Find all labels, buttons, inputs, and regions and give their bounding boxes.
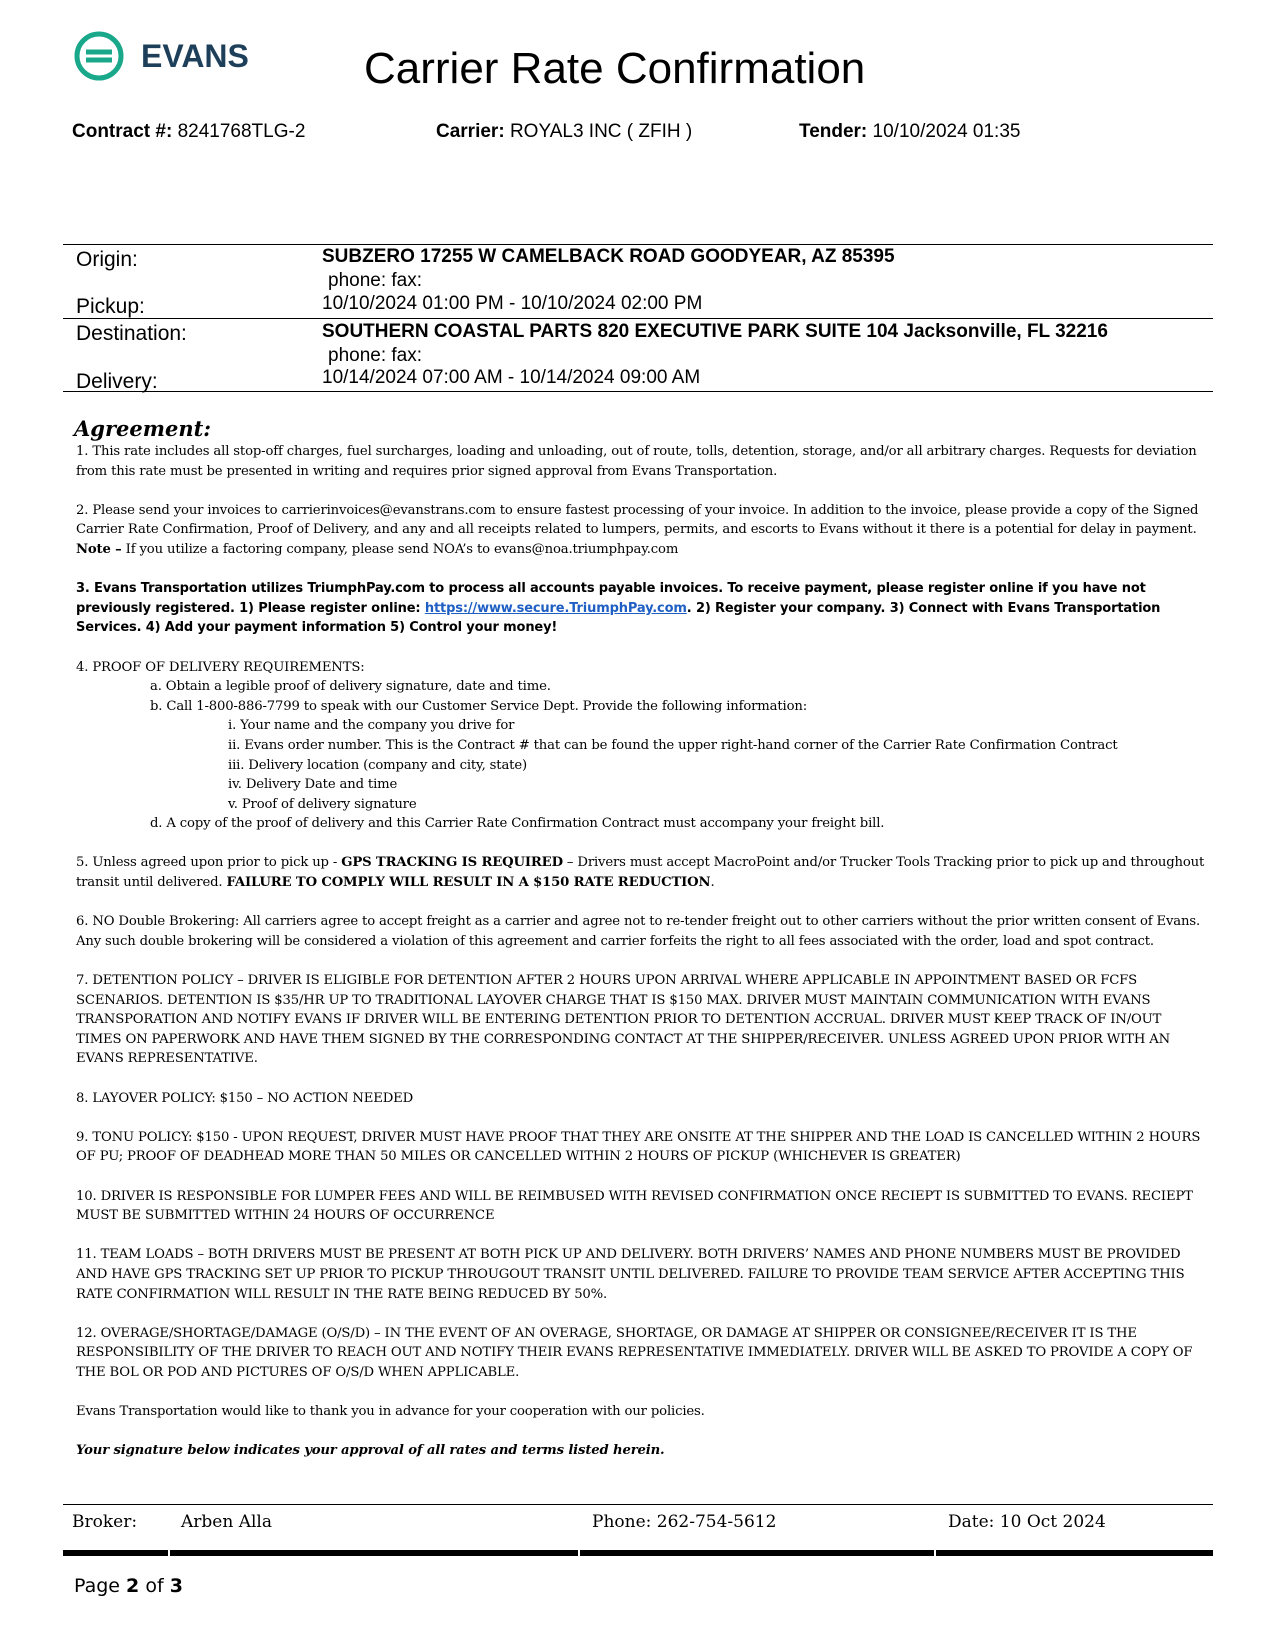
list-item: a. Obtain a legible proof of delivery signature, date and time. xyxy=(150,679,551,695)
evans-logo xyxy=(73,28,273,88)
delivery-label: Delivery: xyxy=(76,370,158,393)
agreement-clause-7: 7. DETENTION POLICY – DRIVER IS ELIGIBLE FOR DETENTION AFTER 2 HOURS UPON ARRIVAL WHERE APPLICABLE IN APPOINTMENT BASED OR FCFS SCENARIOS. DETENTION IS $35/HR UP TO TRADITIONAL LAYOVER CHARGE THAT IS $150 MAX. DRIVER MUST MAINTAIN COMMUNICATION WITH EVANS TRANSPORATION AND NOTIFY EVANS IF DRIVER WILL BE ENTERING DETENTION PRIOR TO DETENTION ACCRUAL. DRIVER MUST KEEP TRACK OF IN/OUT TIMES ON PAPERWORK AND HAVE THEM SIGNED BY THE CORRESPONDING CONTACT AT THE SHIPPER/RECEIVER. UNLESS AGREED UPON PRIOR WITH AN EVANS REPRESENTATIVE. xyxy=(76,973,1171,1067)
contract-label: Contract #: xyxy=(72,121,173,142)
agreement-clause-5: 5. Unless agreed upon prior to pick up - GPS TRACKING IS REQUIRED – Drivers must accept MacroPoint and/or Trucker Tools Tracking prior to pick up and throughout transit until delivered. FAILURE TO COMPLY WILL RESULT IN A $150 RATE REDUCTION. xyxy=(76,855,1205,891)
agreement-clause-4 xyxy=(76,658,1206,834)
origin-label: Origin: xyxy=(76,248,138,271)
agreement-thanks: Evans Transportation would like to thank you in advance for your cooperation with our policies. xyxy=(76,1404,705,1420)
divider xyxy=(63,391,1213,392)
agreement-clause-3: 3. Evans Transportation utilizes TriumphPay.com to process all accounts payable invoices. To receive payment, please register online if you have not previously registered. 1) Please register online: https://www.secure.TriumphPay.com. 2) Register your company. 3) Connect with Evans Transportation Services. 4) Add your payment information 5) Control your money! xyxy=(76,581,1161,636)
contract-number xyxy=(72,120,305,144)
agreement-clause-1: 1. This rate includes all stop-off charges, fuel surcharges, loading and unloading, out of route, tolls, detention, storage, and/or all arbitrary charges. Requests for deviation from this rate must be presented in writing and requires prior signed approval from Evans Transportation. xyxy=(76,444,1197,479)
broker-phone: Phone: 262-754-5612 xyxy=(592,1512,777,1532)
tender-value: 10/10/2024 01:35 xyxy=(872,121,1021,142)
tender-label: Tender: xyxy=(799,121,868,142)
destination-contact: phone: fax: xyxy=(328,345,423,366)
carrier-value: ROYAL3 INC ( ZFIH ) xyxy=(509,121,693,142)
signature-note: Your signature below indicates your approval of all rates and terms listed herein. xyxy=(76,1443,665,1459)
broker-name: Arben Alla xyxy=(181,1512,272,1532)
agreement-clause-11: 11. TEAM LOADS – BOTH DRIVERS MUST BE PRESENT AT BOTH PICK UP AND DELIVERY. BOTH DRIVERS’ NAMES AND PHONE NUMBERS MUST BE PROVIDED AND HAVE GPS TRACKING SET UP PRIOR TO PICKUP THROUGOUT TRANSIT UNTIL DELIVERED. FAILURE TO PROVIDE TEAM SERVICE AFTER ACCEPTING THIS RATE CONFIRMATION WILL RESULT IN THE RATE BEING REDUCED BY 50%. xyxy=(76,1247,1185,1302)
bar-gap xyxy=(934,1550,936,1556)
agreement-clause-2: 2. Please send your invoices to carrierinvoices@evanstrans.com to ensure fastest processing of your invoice. In addition to the invoice, please provide a copy of the Signed Carrier Rate Confirmation, Proof of Delivery, and any and all receipts related to lumpers, permits, and escorts to Evans without it there is a potential for delay in payment. Note – If you utilize a factoring company, please send NOA’s to evans@noa.triumphpay.com xyxy=(76,502,1199,557)
agreement-heading: Agreement: xyxy=(74,416,212,441)
list-item: b. Call 1-800-886-7799 to speak with our Customer Service Dept. Provide the following information: xyxy=(150,698,807,714)
list-item: iii. Delivery location (company and city, state) xyxy=(228,757,527,773)
signature-bar xyxy=(63,1550,1213,1556)
triumphpay-link[interactable]: https://www.secure.TriumphPay.com xyxy=(424,600,687,616)
page-title: Carrier Rate Confirmation xyxy=(364,44,866,93)
logo-text: EVANS xyxy=(141,38,249,74)
tender-info xyxy=(799,120,1020,144)
list-item: i. Your name and the company you drive for xyxy=(228,718,515,734)
list-item: d. A copy of the proof of delivery and this Carrier Rate Confirmation Contract must accompany your freight bill. xyxy=(150,816,885,832)
agreement-clause-8: 8. LAYOVER POLICY: $150 – NO ACTION NEEDED xyxy=(76,1090,414,1106)
bar-gap xyxy=(168,1550,170,1556)
list-item: ii. Evans order number. This is the Contract # that can be found the upper right-hand corner of the Carrier Rate Confirmation Contract xyxy=(228,737,1118,753)
logo-ring-icon xyxy=(77,34,121,78)
pickup-label: Pickup: xyxy=(76,295,145,318)
destination-address: SOUTHERN COASTAL PARTS 820 EXECUTIVE PARK SUITE 104 Jacksonville, FL 32216 xyxy=(322,321,1108,342)
broker-label: Broker: xyxy=(72,1512,138,1532)
carrier-label: Carrier: xyxy=(436,121,505,142)
divider xyxy=(63,1504,1213,1505)
agreement-body xyxy=(76,442,1206,1480)
origin-contact: phone: fax: xyxy=(328,270,423,291)
pickup-window: 10/10/2024 01:00 PM - 10/10/2024 02:00 PM xyxy=(322,293,703,314)
list-item: iv. Delivery Date and time xyxy=(228,777,398,793)
agreement-clause-6: 6. NO Double Brokering: All carriers agree to accept freight as a carrier and agree not to re-tender freight out to other carriers without the prior written consent of Evans. Any such double brokering will be considered a violation of this agreement and carrier forfeits the right to all fees associated with the order, load and spot contract. xyxy=(76,914,1200,949)
signature-date: Date: 10 Oct 2024 xyxy=(948,1512,1106,1532)
divider xyxy=(63,318,1213,319)
agreement-clause-12: 12. OVERAGE/SHORTAGE/DAMAGE (O/S/D) – IN THE EVENT OF AN OVERAGE, SHORTAGE, OR DAMAGE AT SHIPPER OR CONSIGNEE/RECEIVER IT IS THE RESPONSIBILITY OF THE DRIVER TO REACH OUT AND NOTIFY THEIR EVANS REPRESENTATIVE IMMEDIATELY. DRIVER WILL BE ASKED TO PROVIDE A COPY OF THE BOL OR POD AND PICTURES OF O/S/D WHEN APPLICABLE. xyxy=(76,1325,1193,1380)
delivery-window: 10/14/2024 07:00 AM - 10/14/2024 09:00 AM xyxy=(322,367,701,388)
list-item: 4. PROOF OF DELIVERY REQUIREMENTS: xyxy=(76,659,365,675)
destination-label: Destination: xyxy=(76,322,187,345)
bar-gap xyxy=(578,1550,580,1556)
agreement-clause-9: 9. TONU POLICY: $150 - UPON REQUEST, DRIVER MUST HAVE PROOF THAT THEY ARE ONSITE AT THE SHIPPER AND THE LOAD IS CANCELLED WITHIN 2 HOURS OF PU; PROOF OF DEADHEAD MORE THAN 50 MILES OR CANCELLED WITHIN 2 HOURS OF PICKUP (WHICHEVER IS GREATER) xyxy=(76,1129,1201,1165)
contract-value: 8241768TLG-2 xyxy=(177,121,306,142)
page-number: Page 2 of 3 xyxy=(74,1575,183,1597)
agreement-clause-10: 10. DRIVER IS RESPONSIBLE FOR LUMPER FEES AND WILL BE REIMBUSED WITH REVISED CONFIRMATION ONCE RECIEPT IS SUBMITTED TO EVANS. RECIEPT MUST BE SUBMITTED WITHIN 24 HOURS OF OCCURRENCE xyxy=(76,1188,1193,1224)
origin-address: SUBZERO 17255 W CAMELBACK ROAD GOODYEAR, AZ 85395 xyxy=(322,246,895,267)
list-item: v. Proof of delivery signature xyxy=(228,796,417,812)
carrier-info xyxy=(436,120,692,144)
